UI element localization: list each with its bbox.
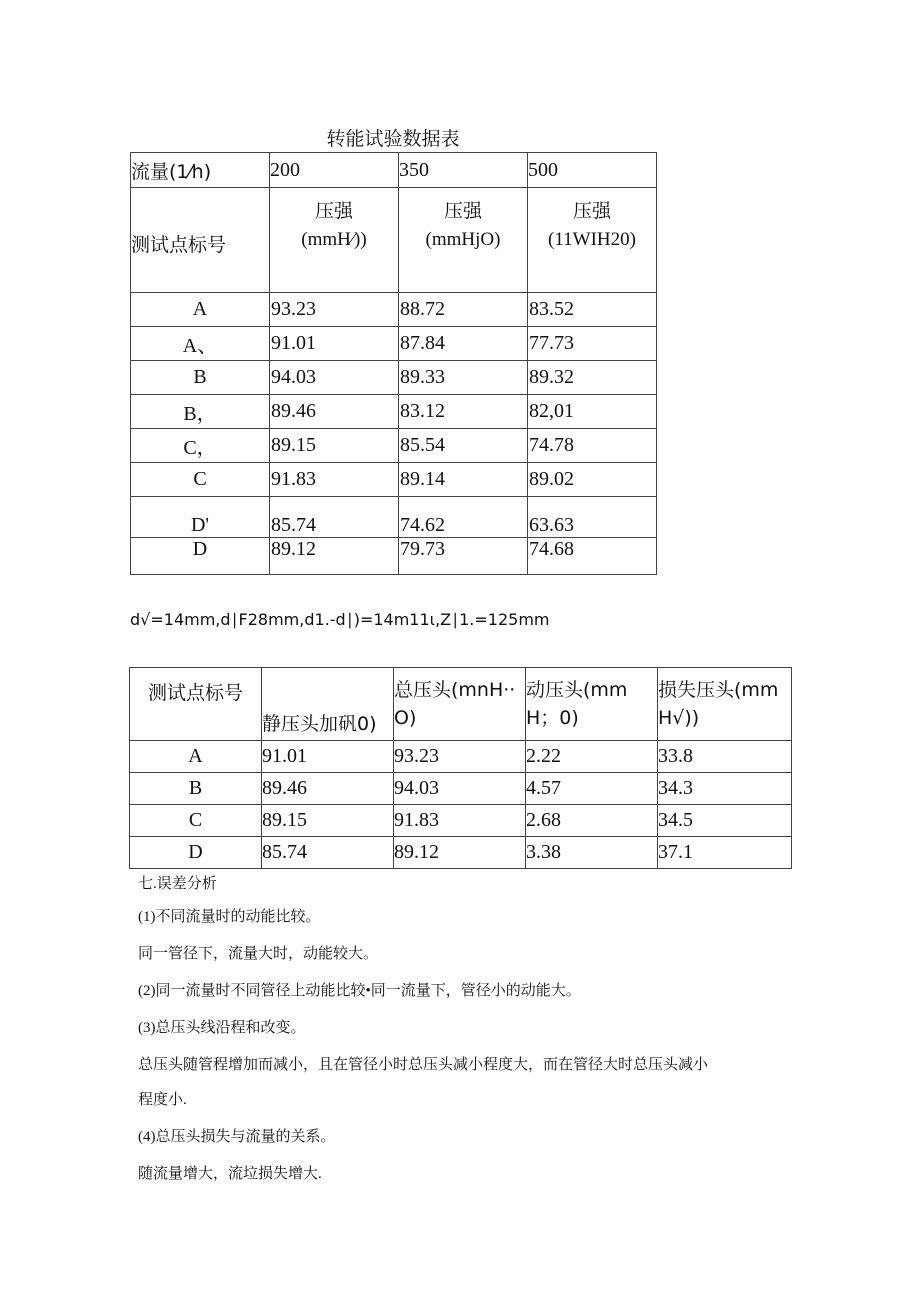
total-head-header: [394, 668, 526, 741]
pressure-value: 77.73: [528, 327, 657, 361]
analysis-line: (2)同一流量时不同管径上动能比较•同一流量下，管径小的动能大。: [138, 983, 581, 999]
pressure-value: 74.68: [528, 538, 657, 575]
unit-cell: [270, 188, 399, 293]
table-row: [131, 497, 657, 538]
point-label: C: [130, 805, 262, 837]
pressure-value: 89.32: [528, 361, 657, 395]
pressure-value: 93.23: [270, 293, 399, 327]
point-label: A: [131, 293, 270, 327]
point-label: B: [131, 361, 270, 395]
static-head-header: 静压头加矾0): [262, 668, 394, 741]
pressure-value: 79.73: [399, 538, 528, 575]
point-label: D': [131, 497, 270, 538]
table-row: [130, 805, 792, 837]
pressure-value: 85.54: [399, 429, 528, 463]
analysis-line: 随流量增大，流垃损失增大.: [138, 1166, 322, 1182]
head-loss-value: 37.1: [658, 837, 792, 869]
head-loss-header-text: 损失压头(mmH√)): [658, 679, 779, 729]
table-row: [131, 361, 657, 395]
pressure-value: 74.78: [528, 429, 657, 463]
dynamic-head-value: 2.22: [526, 741, 658, 773]
point-label: A、: [131, 327, 270, 361]
pressure-value: 91.83: [270, 463, 399, 497]
table-row: [130, 773, 792, 805]
pressure-value: 83.12: [399, 395, 528, 429]
error-analysis-section: [138, 872, 798, 1183]
pressure-value: 89.15: [270, 429, 399, 463]
table-row: [131, 293, 657, 327]
total-head-value: 94.03: [394, 773, 526, 805]
flow-label: 流量(1⁄h): [131, 153, 270, 188]
pressure-value: 85.74: [270, 497, 399, 538]
unit-cell: [528, 188, 657, 293]
pressure-value: 87.84: [399, 327, 528, 361]
pressure-value: 89.33: [399, 361, 528, 395]
point-label: D: [130, 837, 262, 869]
dynamic-head-value: 3.38: [526, 837, 658, 869]
head-loss-value: 34.5: [658, 805, 792, 837]
pipe-dimensions-formula: d√=14mm,d∣F28mm,d1.-d∣)=14m11ι,Z∣1.=125mm: [130, 610, 550, 629]
table-row: [131, 395, 657, 429]
pressure-value: 88.72: [399, 293, 528, 327]
static-head-value: 89.46: [262, 773, 394, 805]
dynamic-head-header: [526, 668, 658, 741]
pressure-value: 82,01: [528, 395, 657, 429]
total-head-value: 93.23: [394, 741, 526, 773]
table-row: [131, 463, 657, 497]
point-header: 测试点标号: [130, 668, 262, 741]
pressure-value: 63.63: [528, 497, 657, 538]
point-label: C: [131, 463, 270, 497]
pressure-value: 94.03: [270, 361, 399, 395]
pressure-value: 74.62: [399, 497, 528, 538]
analysis-line: 程度小.: [138, 1092, 187, 1108]
pressure-head-table: [129, 667, 792, 869]
head-loss-value: 34.3: [658, 773, 792, 805]
table-row: [131, 327, 657, 361]
dynamic-head-value: 2.68: [526, 805, 658, 837]
pressure-value: 83.52: [528, 293, 657, 327]
total-head-value: 91.83: [394, 805, 526, 837]
static-head-value: 85.74: [262, 837, 394, 869]
unit-cell: [399, 188, 528, 293]
total-head-header-text: 总压头(mnH··O): [394, 679, 516, 729]
flow-value: 200: [270, 153, 399, 188]
analysis-line: (1)不同流量时的动能比较。: [138, 909, 321, 925]
pressure-value: 89.46: [270, 395, 399, 429]
flow-value: 500: [528, 153, 657, 188]
analysis-line: 同一管径下，流量大时，动能较大。: [138, 946, 379, 962]
pressure-value: 89.14: [399, 463, 528, 497]
point-label: A: [130, 741, 262, 773]
table-row: [131, 429, 657, 463]
analysis-line: (3)总压头线沿程和改变。: [138, 1020, 306, 1036]
point-label: D: [131, 538, 270, 575]
head-loss-header: [658, 668, 792, 741]
table-row: [130, 837, 792, 869]
pressure-value: 91.01: [270, 327, 399, 361]
kinetic-energy-data-table: [130, 152, 657, 575]
table-row: [130, 741, 792, 773]
pressure-value: 89.02: [528, 463, 657, 497]
point-label: B，: [131, 395, 270, 429]
dynamic-head-header-text: 动压头(mmH；0): [526, 679, 628, 729]
pressure-label: 压强: [314, 200, 353, 222]
pressure-unit: (11WIH20): [548, 229, 636, 250]
pressure-unit: (mmH⁄)): [301, 229, 367, 250]
point-header-cell: [131, 188, 270, 293]
point-label: C，: [131, 429, 270, 463]
flow-value: 350: [399, 153, 528, 188]
pressure-label: 压强: [572, 200, 611, 222]
total-head-value: 89.12: [394, 837, 526, 869]
analysis-line: 总压头随管程增加而减小，且在管径小时总压头减小程度大，而在管径大时总压头减小: [138, 1057, 709, 1073]
analysis-line: (4)总压头损失与流量的关系。: [138, 1129, 336, 1145]
pressure-value: 89.12: [270, 538, 399, 575]
table1-title: 转能试验数据表: [326, 128, 460, 150]
point-header: 测试点标号: [131, 234, 227, 256]
static-head-value: 89.15: [262, 805, 394, 837]
table-row: [131, 538, 657, 575]
head-loss-value: 33.8: [658, 741, 792, 773]
pressure-label: 压强: [443, 200, 482, 222]
static-head-value: 91.01: [262, 741, 394, 773]
section-heading: 七.误差分析: [138, 876, 217, 892]
pressure-unit: (mmHjO): [425, 229, 501, 250]
dynamic-head-value: 4.57: [526, 773, 658, 805]
point-label: B: [130, 773, 262, 805]
